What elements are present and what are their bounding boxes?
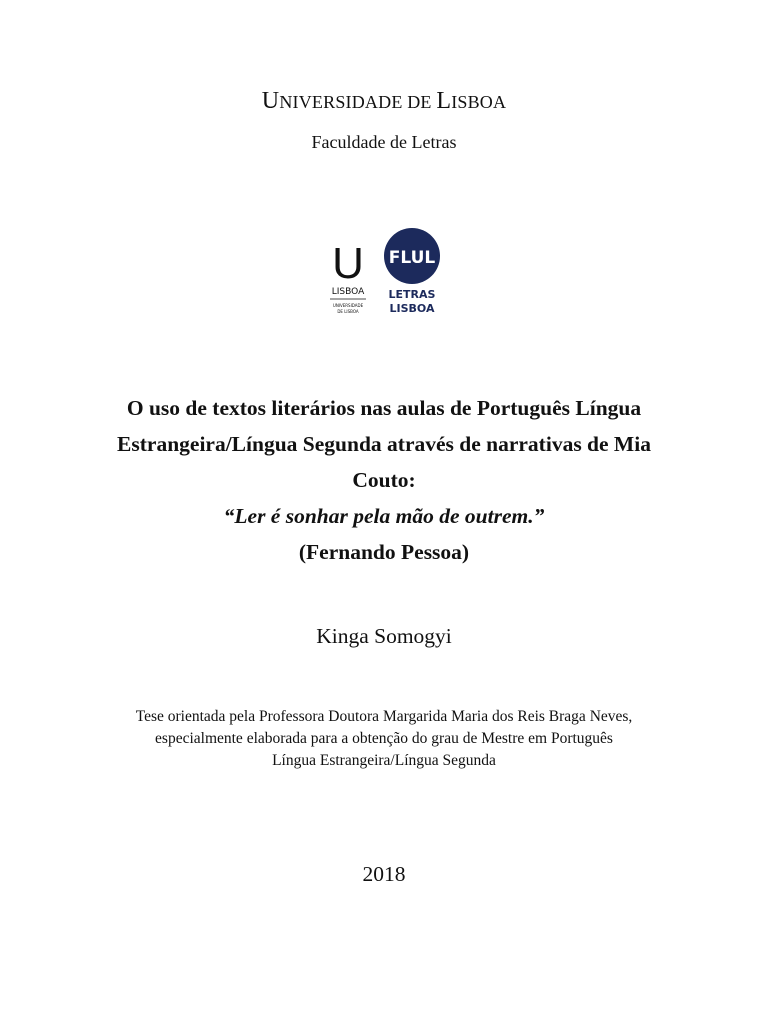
thesis-title — [0, 390, 768, 570]
university-name — [0, 86, 768, 117]
logos — [318, 228, 458, 324]
flul-badge-text: FLUL — [388, 248, 436, 268]
ulisboa-sub-2: DE LISBOA — [337, 309, 359, 314]
description-line-3: Língua Estrangeira/Língua Segunda — [272, 752, 496, 769]
ulisboa-name: LISBOA — [331, 287, 365, 297]
title-line-2: Estrangeira/Língua Segunda através de narrativas de Mia — [117, 432, 651, 456]
title-line-1: O uso de textos literários nas aulas de Português Língua — [126, 396, 642, 420]
description-line-1: Tese orientada pela Professora Doutora Margarida Maria dos Reis Braga Neves, — [135, 708, 633, 725]
title-line-3: Couto: — [352, 468, 416, 492]
flul-line-1: LETRAS — [388, 288, 436, 301]
university-rest-1: NIVERSIDADE DE — [279, 92, 437, 112]
title-quote: “Ler é sonhar pela mão de outrem.” — [223, 504, 545, 528]
flul-line-2: LISBOA — [389, 302, 435, 315]
ulisboa-letter: U — [332, 239, 364, 288]
title-quote-author: (Fernando Pessoa) — [298, 540, 470, 564]
faculty-name: Faculdade de Letras — [311, 132, 457, 152]
ulisboa-sub-1: UNIVERSIDADE — [332, 303, 364, 308]
author-name: Kinga Somogyi — [316, 624, 452, 648]
flul-logo — [382, 228, 442, 320]
thesis-description — [0, 706, 768, 772]
ulisboa-logo — [328, 234, 368, 324]
university-rest-2: ISBOA — [451, 92, 507, 112]
description-line-2: especialmente elaborada para a obtenção do grau de Mestre em Português — [155, 730, 613, 747]
year: 2018 — [362, 862, 406, 886]
university-cap-1: U — [261, 88, 280, 114]
university-cap-2: L — [436, 88, 452, 114]
